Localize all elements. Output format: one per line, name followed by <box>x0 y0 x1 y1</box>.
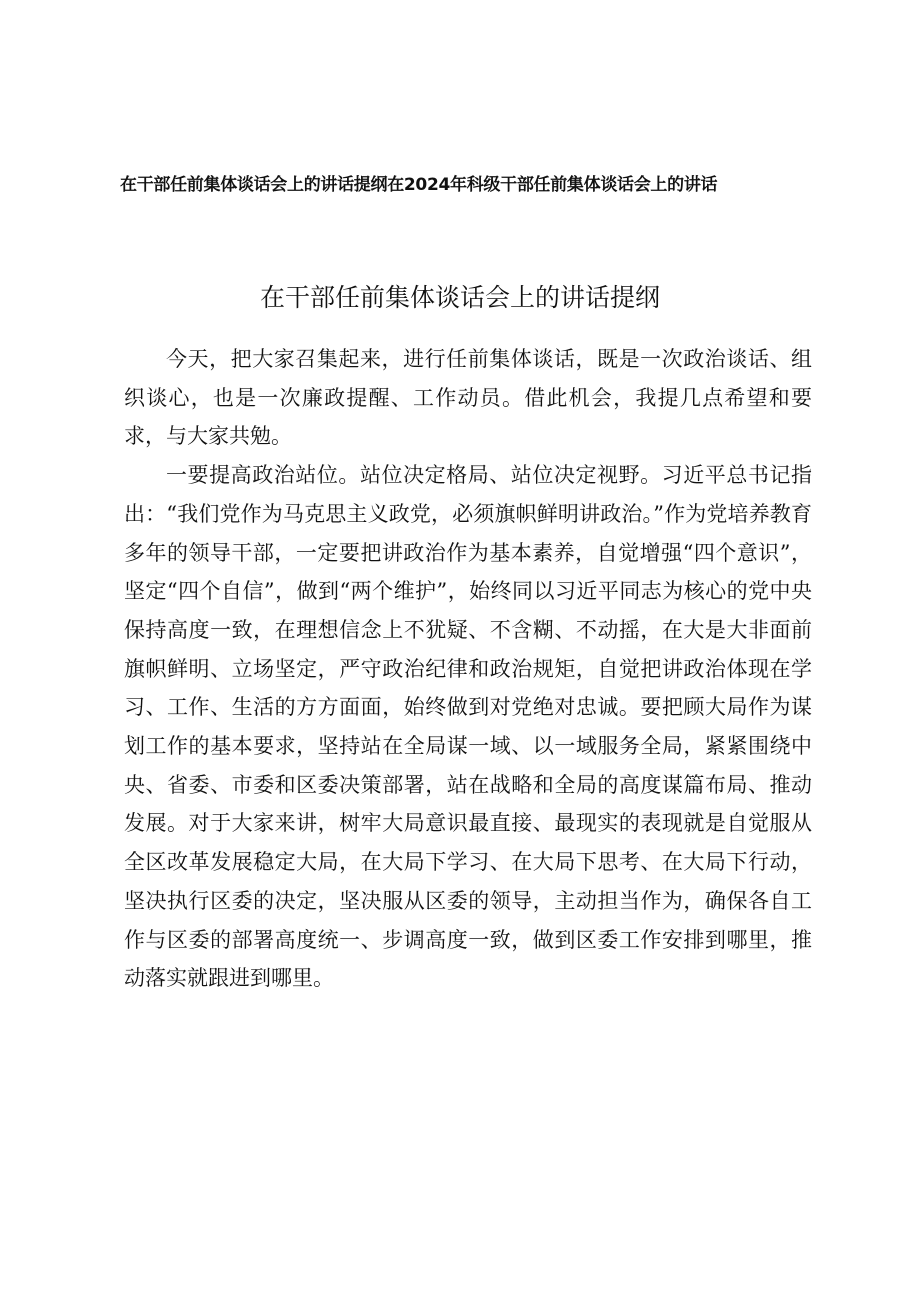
document-title: 在干部任前集体谈话会上的讲话提纲 <box>259 283 660 312</box>
document-body <box>124 340 812 998</box>
paragraph-political-stance: 一要提高政治站位。站位决定格局、站位决定视野。习近平总书记指出：“我们党作为马克思主义政党，必须旗帜鲜明讲政治。”作为党培养教育多年的领导干部，一定要把讲政治作为基本素养，自觉增强“四个意识”，坚定“四个自信”，做到“两个维护”，始终同以习近平同志为核心的党中央保持高度一致，在理想信念上不犹疑、不含糊、不动摇，在大是大非面前旗帜鲜明、立场坚定，严守政治纪律和政治规矩，自觉把讲政治体现在学习、工作、生活的方方面面，始终做到对党绝对忠诚。要把顾大局作为谋划工作的基本要求，坚持站在全局谋一域、以一域服务全局，紧紧围绕中央、省委、市委和区委决策部署，站在战略和全局的高度谋篇布局、推动发展。对于大家来讲，树牢大局意识最直接、最现实的表现就是自觉服从全区改革发展稳定大局，在大局下学习、在大局下思考、在大局下行动，坚决执行区委的决定，坚决服从区委的领导，主动担当作为，确保各自工作与区委的部署高度统一、步调高度一致，做到区委工作安排到哪里，推动落实就跟进到哪里。 <box>124 463 812 991</box>
document-header: 在干部任前集体谈话会上的讲话提纲在2024年科级干部任前集体谈话会上的讲话 <box>120 175 718 195</box>
paragraph-intro: 今天，把大家召集起来，进行任前集体谈话，既是一次政治谈话、组织谈心，也是一次廉政提醒、工作动员。借此机会，我提几点希望和要求，与大家共勉。 <box>124 347 812 449</box>
